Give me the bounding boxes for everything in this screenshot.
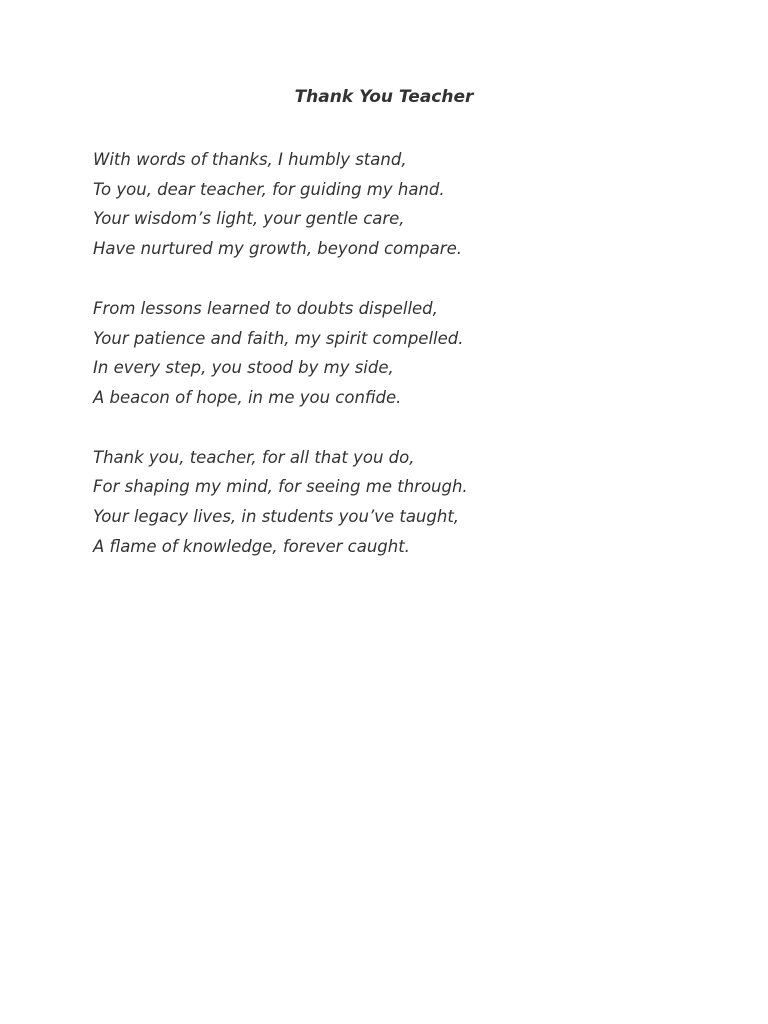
poem-line: A flame of knowledge, forever caught. bbox=[93, 536, 410, 556]
poem-line: Your wisdom’s light, your gentle care, bbox=[93, 209, 405, 229]
poem-line: Your patience and faith, my spirit compelled. bbox=[93, 328, 464, 348]
poem-line: A beacon of hope, in me you confide. bbox=[93, 387, 402, 407]
stanza-1 bbox=[93, 145, 733, 264]
poem-body bbox=[93, 145, 733, 591]
poem-line: Thank you, teacher, for all that you do, bbox=[93, 447, 415, 467]
poem-line: Your legacy lives, in students you’ve taught, bbox=[93, 507, 460, 527]
poem-title: Thank You Teacher bbox=[294, 87, 474, 107]
poem-line: Have nurtured my growth, beyond compare. bbox=[93, 239, 462, 259]
poem-line: To you, dear teacher, for guiding my hand. bbox=[93, 179, 445, 199]
poem-line: From lessons learned to doubts dispelled, bbox=[93, 298, 438, 318]
stanza-3 bbox=[93, 443, 733, 562]
stanza-2 bbox=[93, 294, 733, 413]
poem-line: In every step, you stood by my side, bbox=[93, 358, 394, 378]
poem-line: For shaping my mind, for seeing me through. bbox=[93, 477, 468, 497]
poem-line: With words of thanks, I humbly stand, bbox=[93, 150, 407, 169]
